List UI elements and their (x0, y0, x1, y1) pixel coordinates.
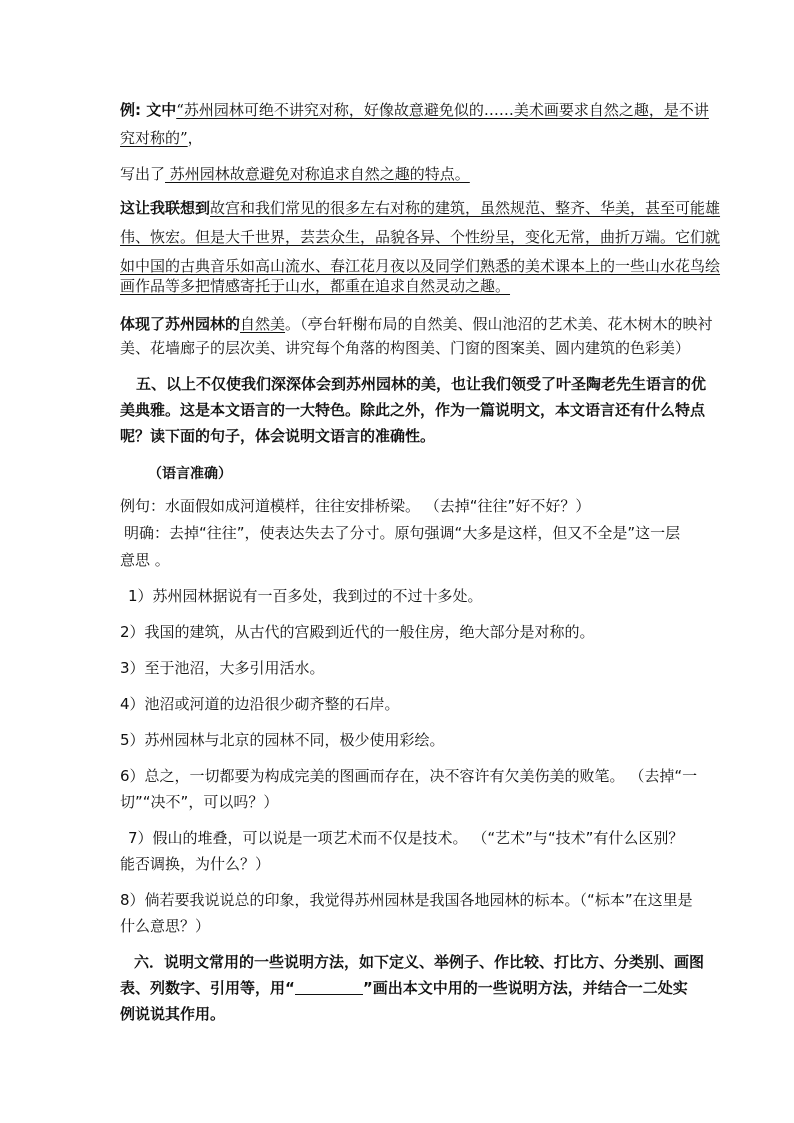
sentence-1: 1）苏州园林据说有一百多处，我到过的不过十多处。 (128, 587, 483, 605)
example-lead: 例: 文中 (120, 101, 177, 119)
embody-rest: 。（亭台轩榭布局的自然美、假山池沼的艺术美、花木树木的映衬 (285, 315, 713, 333)
example-line-2 (120, 124, 676, 153)
assoc-text-1: 故宫和我们常见的很多左右对称的建筑，虽然规范、整齐、华美，甚至可能雄 (210, 199, 721, 217)
sentence-8-cont: 什么意思？） (120, 917, 211, 935)
section5-text-1: 五、以上不仅使我们深深体会到苏州园林的美，也让我们领受了叶圣陶老先生语言的优 (136, 375, 707, 393)
example-quote-cont: 究对称的” (120, 129, 188, 147)
section5-text-3: 呢？读下面的句子，体会说明文语言的准确性。 (120, 427, 436, 445)
section6-text-3: 例说说其作用。 (120, 1005, 226, 1023)
underline-blank (295, 980, 363, 995)
sentence-4: 4）池沼或河道的边沿很少砌齐整的石岸。 (120, 695, 400, 713)
wrote-lead: 写出了 (120, 165, 166, 183)
assoc-line-1 (120, 194, 721, 223)
answer-line-1: 明确：去掉“往往”，使表达失去了分寸。原句强调“大多是这样，但又不全是”这一层 (124, 524, 681, 542)
assoc-text-2: 伟、恢宏。但是大千世界，芸芸众生，品貌各异、个性纷呈，变化无常，曲折万端。它们就 (120, 228, 721, 246)
embody-line-2 (120, 334, 691, 363)
section5-line-3 (120, 422, 676, 451)
section6-text-2a: 表、列数字、引用等，用“ (120, 979, 295, 997)
sentence-7-cont: 能否调换，为什么？） (120, 855, 271, 873)
assoc-line-2 (120, 223, 721, 252)
sentence-7: 7）假山的堆叠，可以说是一项艺术而不仅是技术。 （“艺术”与“技术”有什么区别？ (128, 829, 684, 847)
wrote-text: 苏州园林故意避免对称追求自然之趣的特点。 (165, 165, 470, 183)
section6-text-2b: ”画出本文中用的一些说明方法，并结合一二处实 (362, 979, 688, 997)
section5-text-2: 美典雅。这是本文语言的一大特色。除此之外，作为一篇说明文，本文语言还有什么特点 (120, 401, 706, 419)
embody-text-2: 美、花墙廊子的层次美、讲究每个角落的构图美、门窗的图案美、圆内建筑的色彩美） (120, 339, 691, 357)
embody-key: 自然美 (240, 315, 286, 333)
example-line-1 (120, 96, 709, 125)
section6-line-2 (120, 974, 688, 1003)
sentence-5: 5）苏州园林与北京的园林不同，极少使用彩绘。 (120, 731, 445, 749)
assoc-text-3: 如中国的古典音乐如高山流水、春江花月夜以及同学们熟悉的美术课本上的一些山水花鸟绘 (120, 257, 721, 275)
section6-line-1 (120, 948, 705, 977)
section6-text-1: 六．说明文常用的一些说明方法，如下定义、举例子、作比较、打比方、分类别、画图 (134, 953, 705, 971)
example-comma: ， (187, 129, 203, 147)
example-quote: “苏州园林可绝不讲究对称，好像故意避免似的……美术画要求自然之趣，是不讲 (176, 101, 709, 119)
assoc-line-4 (120, 272, 676, 301)
wrote-line (120, 160, 676, 189)
assoc-lead: 这让我联想到 (120, 199, 211, 217)
assoc-text-4: 画作品等多把情感寄托于山水，都重在追求自然灵动之趣。 (120, 277, 511, 295)
section6-line-3 (120, 1000, 676, 1029)
example-sentence: 例句：水面假如成河道模样，往往安排桥梁。 （去掉“往往”好不好？） (120, 497, 591, 515)
sentence-8: 8）倘若要我说说总的印象，我觉得苏州园林是我国各地园林的标本。（“标本”在这里是 (120, 891, 693, 909)
sentence-6-cont: 切”“决不”，可以吗？） (120, 793, 279, 811)
answer-line-2: 意思 。 (120, 551, 170, 569)
sentence-3: 3）至于池沼，大多引用活水。 (120, 659, 325, 677)
embody-lead: 体现了苏州园林的 (120, 315, 241, 333)
section5-line-1 (120, 370, 707, 399)
sentence-6: 6）总之，一切都要为构成完美的图画而存在，决不容许有欠美伤美的败笔。 （去掉“一 (120, 767, 698, 785)
sentence-2: 2）我国的建筑，从古代的宫殿到近代的一般住房，绝大部分是对称的。 (120, 623, 595, 641)
section5-line-2 (120, 396, 706, 425)
language-accuracy-heading: （语言准确） (148, 466, 232, 482)
